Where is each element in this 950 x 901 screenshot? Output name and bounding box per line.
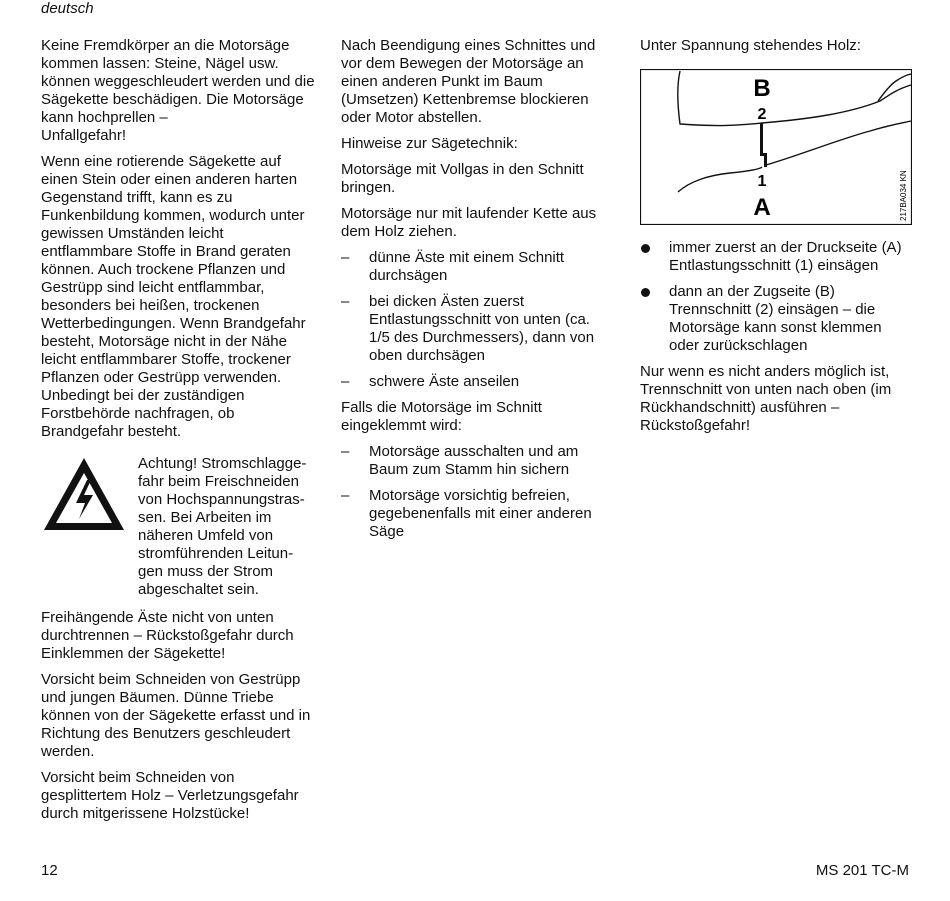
paragraph-text: Freihängende Äste nicht von unten durchtrennen – <box>41 609 274 644</box>
lightning-warning-triangle-icon <box>41 455 127 533</box>
diagram-label-2: 2 <box>757 106 767 123</box>
page-number: 12 <box>41 862 58 879</box>
list-item-text: dann an der Zugseite (B) Trennschnitt (2) einsägen – die Motorsäge kann sonst klemmen oder zurückschlagen <box>669 283 882 354</box>
bullet-dot <box>641 244 650 253</box>
list-item-text: Motorsäge vorsichtig befreien, gegebenenfalls mit einer anderen Säge <box>369 487 592 540</box>
paragraph-fire-hazard: Wenn eine rotierende Sägekette auf einen Stein oder einen anderen harten Gegenstand trifft, kann es zu Funkenbildung kommen, wodurch unter gewissen Umständen leicht entflammbare Stoffe in Brand geraten können. Auch trockene Pflanzen und Gestrüpp sind leicht entflammbar, besonders bei heißen, trockenen Wetterbedingungen. Wenn Brandgefahr besteht, Motorsäge nicht in der Nähe leicht entflammbarer Stoffe, trockener Pflanzen oder Gestrüpp verwenden. Unbedingt bei der zuständigen Forstbehörde nachfragen, ob Brandgefahr besteht. <box>41 153 306 440</box>
danger-label: Unfallgefahr! <box>41 127 127 144</box>
paragraph-full-throttle: Motorsäge mit Vollgas in den Schnitt bringen. <box>341 161 584 196</box>
paragraph-text: Keine Fremdkörper an die Motorsäge kommen lassen: Steine, Nägel usw. können weggeschleudert werden und die Sägekette beschädigen. Die Motorsäge kann hochprellen – <box>41 37 315 126</box>
list-item <box>640 239 915 275</box>
paragraph-brushwood: Vorsicht beim Schneiden von Gestrüpp und jungen Bäumen. Dünne Triebe können von der Sägekette erfasst und in Richtung des Benutzers geschleudert werden. <box>41 671 311 760</box>
column-3 <box>640 37 915 443</box>
list-item-text: Motorsäge ausschalten und am Baum zum Stamm hin sichern <box>369 443 579 478</box>
section-heading-saw-technique: Hinweise zur Sägetechnik: <box>341 135 518 152</box>
dash-bullet: – <box>341 249 350 266</box>
list-item <box>341 443 611 479</box>
list-item <box>341 249 611 285</box>
paragraph-foreign-objects <box>41 37 316 145</box>
diagram-label-a: A <box>753 194 771 221</box>
list-item <box>341 487 611 541</box>
diagram-code: 217BA034 KN <box>899 170 908 221</box>
dash-bullet: – <box>341 373 350 390</box>
dash-bullet: – <box>341 293 350 310</box>
warning-text <box>138 455 313 599</box>
column-1 <box>41 37 316 831</box>
diagram-label-1: 1 <box>757 173 767 190</box>
danger-label: Rückstoßgefahr! <box>640 417 751 434</box>
danger-label: Rückstoßgefahr durch Einklemmen der Sägekette! <box>41 627 294 662</box>
header-language: deutsch <box>41 0 94 17</box>
paragraph-text: Vorsicht beim Schneiden von gesplittertem Holz – <box>41 769 235 804</box>
section-heading-tension-wood: Unter Spannung stehendes Holz: <box>640 37 861 54</box>
bullet-dot <box>641 288 650 297</box>
paragraph-saw-pinched: Falls die Motorsäge im Schnitt eingeklemmt wird: <box>341 399 542 434</box>
paragraph-splintered-wood <box>41 769 316 823</box>
list-item-text: bei dicken Ästen zuerst Entlastungsschnitt von unten (ca. 1/5 des Durchmessers), dann von oben durchsägen <box>369 293 595 364</box>
list-item-text: schwere Äste anseilen <box>369 373 520 390</box>
diagram-label-b: B <box>753 75 771 102</box>
paragraph-text: Nur wenn es nicht anders möglich ist, Trennschnitt von unten nach oben (im Rückhandschnitt) ausführen – <box>640 363 892 416</box>
column-2 <box>341 37 611 549</box>
danger-label: Verletzungsgefahr durch mitgerissene Holzstücke! <box>41 787 299 822</box>
list-item <box>640 283 915 355</box>
list-item <box>341 293 611 365</box>
electric-shock-warning <box>41 455 316 599</box>
tension-wood-diagram <box>640 69 912 225</box>
warning-bold: Achtung! Stromschlagge-fahr <box>138 455 307 490</box>
model-name: MS 201 TC-M <box>815 862 909 879</box>
list-item-text: immer zuerst an der Druckseite (A) Entlastungsschnitt (1) einsägen <box>669 239 902 274</box>
paragraph-backhand-cut <box>640 363 915 435</box>
warning-body: beim Freischneiden von Hochspannungstras-sen. Bei Arbeiten im näheren Umfeld von stromführenden Leitun-gen muss der Strom abgeschaltet sein. <box>138 473 305 598</box>
list-item-text: dünne Äste mit einem Schnitt durchsägen <box>369 249 565 284</box>
paragraph-chain-brake: Nach Beendigung eines Schnittes und vor dem Bewegen der Motorsäge an einen anderen Punkt im Baum (Umsetzen) Kettenbremse blockieren oder Motor abstellen. <box>341 37 596 126</box>
paragraph-hanging-branches <box>41 609 316 663</box>
dash-bullet: – <box>341 443 350 460</box>
list-item <box>341 373 611 391</box>
dash-bullet: – <box>341 487 350 504</box>
paragraph-running-chain: Motorsäge nur mit laufender Kette aus dem Holz ziehen. <box>341 205 597 240</box>
